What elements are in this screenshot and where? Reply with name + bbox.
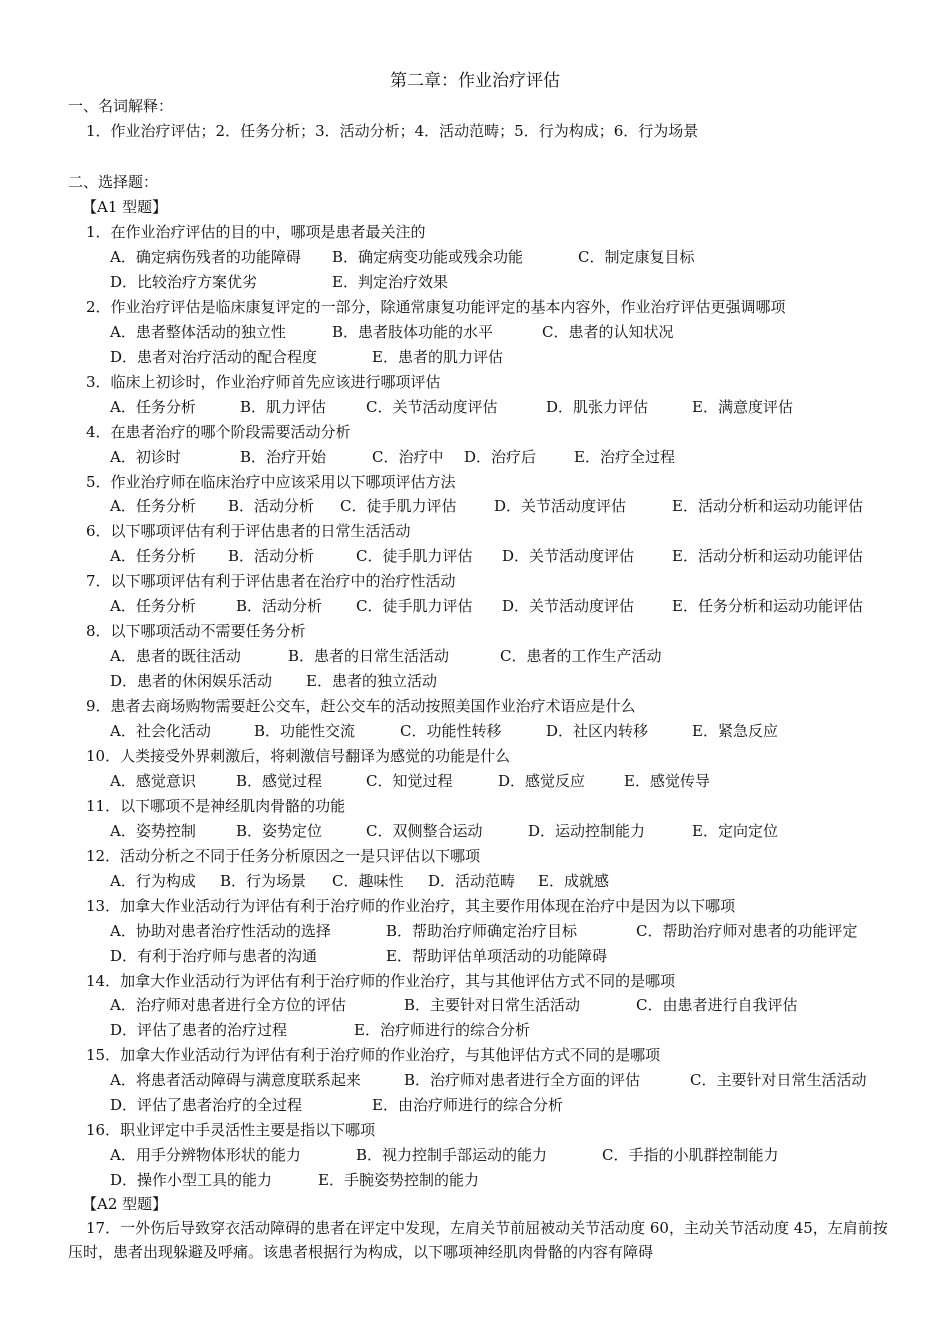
question-17: 17．一外伤后导致穿衣活动障碍的患者在评定中发现，左肩关节前屈被动关节活动度 60，主动关节活动度 45，左肩前按压时，患者出现躲避及呼痛。该患者根据行为构成，以下哪项神经肌肉骨骼的内容有障碍 (68, 1219, 888, 1261)
question-stem: 6．以下哪项评估有利于评估患者的日常生活活动 (86, 522, 411, 541)
answer-option: B．患者的日常生活活动 (288, 647, 450, 666)
answer-option: A．任务分析 (110, 397, 196, 416)
answer-option: C．徒手肌力评估 (356, 547, 473, 566)
answer-option: E．任务分析和运动功能评估 (672, 597, 863, 616)
answer-option: E．活动分析和运动功能评估 (672, 547, 863, 566)
section-heading-choice: 二、选择题： (68, 173, 159, 191)
answer-option: C．制定康复目标 (578, 247, 695, 266)
answer-option: E．判定治疗效果 (332, 272, 448, 291)
answer-option: D．操作小型工具的能力 (110, 1171, 273, 1190)
answer-option: D．评估了患者治疗的全过程 (110, 1096, 303, 1115)
answer-option: B．活动分析 (228, 547, 315, 566)
question-stem: 3．临床上初诊时，作业治疗师首先应该进行哪项评估 (86, 372, 441, 391)
answer-option: B．治疗师对患者进行全方面的评估 (404, 1071, 641, 1090)
answer-option: E．治疗全过程 (574, 447, 675, 466)
answer-option: A．患者的既往活动 (110, 647, 241, 666)
answer-option: D．活动范畴 (428, 871, 516, 890)
answer-option: A．任务分析 (110, 497, 196, 516)
answer-option: E．成就感 (538, 871, 609, 890)
question-stem: 1．在作业治疗评估的目的中，哪项是患者最关注的 (86, 223, 426, 241)
answer-option: A．任务分析 (110, 547, 196, 566)
answer-option: A．用手分辨物体形状的能力 (110, 1146, 301, 1165)
answer-option: D．有利于治疗师与患者的沟通 (110, 946, 318, 965)
answer-option: C．双侧整合运动 (366, 821, 483, 840)
answer-option: E．患者的肌力评估 (372, 347, 503, 366)
answer-option: E．紧急反应 (692, 722, 778, 740)
answer-option: C．徒手肌力评估 (340, 497, 457, 516)
answer-option: B．视力控制手部运动的能力 (356, 1146, 548, 1165)
question-stem: 5．作业治疗师在临床治疗中应该采用以下哪项评估方法 (86, 472, 456, 491)
answer-option: C．知觉过程 (366, 771, 453, 790)
answer-option: D．患者的休闲娱乐活动 (110, 672, 273, 691)
answer-option: C．趣味性 (332, 871, 404, 890)
answer-option: A．任务分析 (110, 597, 196, 616)
answer-option: D．肌张力评估 (546, 397, 649, 416)
answer-option: B．姿势定位 (236, 821, 323, 840)
answer-option: A．患者整体活动的独立性 (110, 322, 286, 341)
answer-option: E．定向定位 (692, 821, 778, 840)
answer-option: D．运动控制能力 (528, 821, 646, 840)
question-stem: 14．加拿大作业活动行为评估有利于治疗师的作业治疗，其与其他评估方式不同的是哪项 (86, 971, 676, 990)
term-list: 1．作业治疗评估；2．任务分析；3．活动分析；4．活动范畴；5．行为构成；6．行为场景 (86, 122, 699, 140)
answer-option: C．由患者进行自我评估 (636, 996, 798, 1015)
answer-option: E．由治疗师进行的综合分析 (372, 1096, 563, 1115)
answer-option: A．协助对患者治疗性活动的选择 (110, 921, 331, 940)
question-stem: 13．加拿大作业活动行为评估有利于治疗师的作业治疗，其主要作用体现在治疗中是因为以下哪项 (86, 896, 736, 915)
answer-option: C．患者的认知状况 (542, 322, 674, 341)
question-stem: 15．加拿大作业活动行为评估有利于治疗师的作业治疗，与其他评估方式不同的是哪项 (86, 1046, 661, 1065)
a2-type-label: 【A2 型题】 (82, 1195, 168, 1213)
chapter-title: 第二章：作业治疗评估 (390, 71, 560, 91)
answer-option: A．确定病伤残者的功能障碍 (110, 247, 301, 266)
answer-option: E．治疗师进行的综合分析 (354, 1021, 530, 1040)
answer-option: D．评估了患者的治疗过程 (110, 1021, 288, 1040)
question-stem: 10．人类接受外界刺激后，将刺激信号翻译为感觉的功能是什么 (86, 746, 511, 765)
answer-option: C．帮助治疗师对患者的功能评定 (636, 921, 858, 940)
question-stem: 11．以下哪项不是神经肌肉骨骼的功能 (86, 796, 346, 815)
answer-option: B．活动分析 (236, 597, 323, 616)
answer-option: A．初诊时 (110, 447, 181, 466)
answer-option: A．姿势控制 (110, 821, 196, 840)
answer-option: C．功能性转移 (400, 722, 502, 740)
answer-option: B．行为场景 (220, 871, 307, 890)
question-stem: 16．职业评定中手灵活性主要是指以下哪项 (86, 1121, 376, 1140)
question-stem: 4．在患者治疗的哪个阶段需要活动分析 (86, 422, 351, 441)
answer-option: A．社会化活动 (110, 722, 211, 740)
answer-option: D．关节活动度评估 (502, 547, 635, 566)
answer-option: E．满意度评估 (692, 397, 793, 416)
answer-option: B．帮助治疗师确定治疗目标 (386, 921, 578, 940)
answer-option: A．感觉意识 (110, 771, 196, 790)
answer-option: E．感觉传导 (624, 771, 710, 790)
answer-option: A．治疗师对患者进行全方位的评估 (110, 996, 346, 1015)
answer-option: B．感觉过程 (236, 771, 323, 790)
answer-option: A．行为构成 (110, 871, 196, 890)
answer-option: C．徒手肌力评估 (356, 597, 473, 616)
answer-option: E．手腕姿势控制的能力 (318, 1171, 479, 1190)
answer-option: C．手指的小肌群控制能力 (602, 1146, 779, 1165)
section-heading-definitions: 一、名词解释： (68, 97, 174, 115)
question-stem: 7．以下哪项评估有利于评估患者在治疗中的治疗性活动 (86, 572, 456, 591)
answer-option: B．治疗开始 (240, 447, 327, 466)
answer-option: C．主要针对日常生活活动 (690, 1071, 867, 1090)
answer-option: C．关节活动度评估 (366, 397, 498, 416)
question-stem: 2．作业治疗评估是临床康复评定的一部分，除通常康复功能评定的基本内容外，作业治疗评估更强调哪项 (86, 297, 786, 316)
question-stem: 9．患者去商场购物需要赶公交车，赶公交车的活动按照美国作业治疗术语应是什么 (86, 697, 636, 716)
answer-option: A．将患者活动障碍与满意度联系起来 (110, 1071, 361, 1090)
a1-type-label: 【A1 型题】 (82, 198, 168, 216)
answer-option: D．感觉反应 (498, 771, 586, 790)
answer-option: D．关节活动度评估 (502, 597, 635, 616)
answer-option: B．确定病变功能或残余功能 (332, 247, 524, 266)
answer-option: E．患者的独立活动 (306, 672, 437, 691)
answer-option: B．活动分析 (228, 497, 315, 516)
answer-option: D．比较治疗方案优劣 (110, 272, 258, 291)
question-stem: 8．以下哪项活动不需要任务分析 (86, 622, 306, 641)
answer-option: E．活动分析和运动功能评估 (672, 497, 863, 516)
answer-option: B．主要针对日常生活活动 (404, 996, 581, 1015)
answer-option: E．帮助评估单项活动的功能障碍 (386, 946, 607, 965)
answer-option: B．患者肢体功能的水平 (332, 322, 494, 341)
answer-option: D．关节活动度评估 (494, 497, 627, 516)
answer-option: B．肌力评估 (240, 397, 327, 416)
answer-option: C．治疗中 (372, 447, 444, 466)
answer-option: B．功能性交流 (254, 722, 356, 740)
answer-option: D．治疗后 (464, 447, 537, 466)
answer-option: D．患者对治疗活动的配合程度 (110, 347, 318, 366)
question-stem: 12．活动分析之不同于任务分析原因之一是只评估以下哪项 (86, 846, 481, 865)
answer-option: C．患者的工作生产活动 (500, 647, 662, 666)
answer-option: D．社区内转移 (546, 722, 649, 740)
